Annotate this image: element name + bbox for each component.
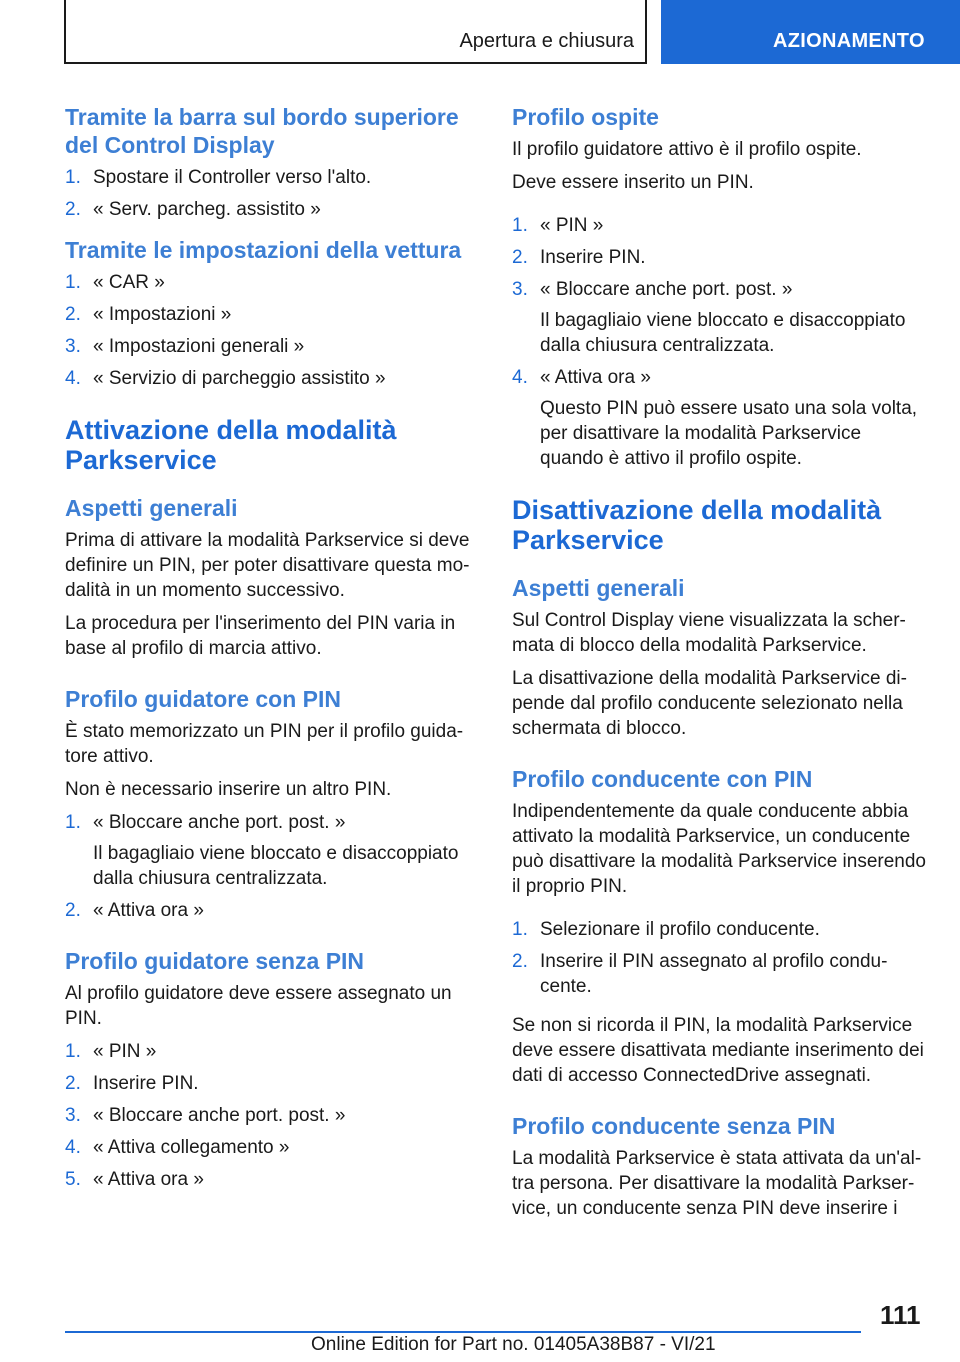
page-number: 111 bbox=[880, 1300, 921, 1330]
heading-driver-with-pin: Profilo guidatore con PIN bbox=[65, 686, 342, 712]
list-item: 3. « Impostazioni generali » bbox=[65, 336, 305, 357]
paragraph: Il profilo guidatore attivo è il profilo ospite. bbox=[512, 139, 862, 160]
list-item: 1. « CAR » bbox=[65, 272, 165, 293]
paragraph: La modalità Parkservice è stata attivata da un'al-tra persona. Per disattivare la modalità Parkser-vice, un conducente senza PIN deve inserire i bbox=[512, 1148, 922, 1219]
list-item: 2. Inserire PIN. bbox=[65, 1073, 199, 1094]
heading-general: Aspetti generali bbox=[512, 575, 685, 601]
steps-driver-with-pin bbox=[65, 810, 481, 923]
heading-conductor-without-pin: Profilo conducente senza PIN bbox=[512, 1113, 836, 1139]
steps-guest-profile bbox=[512, 213, 928, 471]
paragraph: Prima di attivare la modalità Parkservice si deve definire un PIN, per poter disattivare questa mo-dalità in un momento successivo. bbox=[65, 530, 470, 601]
heading-guest-profile: Profilo ospite bbox=[512, 104, 659, 130]
list-item: 4. « Attiva ora » Questo PIN può essere usato una sola volta, per disattivare la modalità Parkservice quando è attivo il profilo ospite. bbox=[512, 367, 918, 469]
list-item: 2. « Attiva ora » bbox=[65, 900, 204, 921]
heading-conductor-with-pin: Profilo conducente con PIN bbox=[512, 766, 813, 792]
paragraph: La procedura per l'inserimento del PIN varia in base al profilo di marcia attivo. bbox=[65, 613, 456, 659]
list-item: 1. « PIN » bbox=[512, 215, 604, 236]
steps-top-bar bbox=[65, 165, 481, 222]
paragraph: Se non si ricorda il PIN, la modalità Parkservice deve essere disattivata mediante inserimento dei dati di accesso ConnectedDrive assegnati. bbox=[512, 1015, 924, 1086]
list-item: 4. « Servizio di parcheggio assistito » bbox=[65, 368, 386, 389]
footer-divider bbox=[65, 1331, 861, 1333]
list-item: 2. « Serv. parcheg. assistito » bbox=[65, 199, 321, 220]
list-item: 2. Inserire PIN. bbox=[512, 247, 646, 268]
heading-general: Aspetti generali bbox=[65, 495, 238, 521]
paragraph: Non è necessario inserire un altro PIN. bbox=[65, 779, 392, 800]
paragraph: Deve essere inserito un PIN. bbox=[512, 172, 754, 193]
paragraph: È stato memorizzato un PIN per il profilo guida-tore attivo. bbox=[65, 721, 464, 767]
list-item: 2. Inserire il PIN assegnato al profilo condu-cente. bbox=[512, 951, 888, 997]
section-title: Apertura e chiusura bbox=[459, 30, 634, 52]
heading-driver-without-pin: Profilo guidatore senza PIN bbox=[65, 948, 365, 974]
paragraph: La disattivazione della modalità Parkservice di-pende dal profilo conducente selezionato nella schermata di blocco. bbox=[512, 668, 907, 739]
steps-driver-without-pin bbox=[65, 1039, 481, 1192]
list-item: 2. « Impostazioni » bbox=[65, 304, 232, 325]
paragraph: Indipendentemente da quale conducente abbia attivato la modalità Parkservice, un conducente può disattivare la modalità Parkservice inserendo il proprio PIN. bbox=[512, 801, 926, 897]
steps-vehicle-settings bbox=[65, 270, 481, 391]
heading-deactivation: Disattivazione della modalità Parkservice bbox=[512, 495, 882, 555]
right-column bbox=[512, 103, 928, 1229]
list-item: 3. « Bloccare anche port. post. » Il bagagliaio viene bloccato e disaccoppiato dalla chiusura centralizzata. bbox=[512, 279, 906, 356]
left-column bbox=[65, 103, 481, 1206]
list-item: 5. « Attiva ora » bbox=[65, 1169, 204, 1190]
paragraph: Al profilo guidatore deve essere assegnato un PIN. bbox=[65, 983, 452, 1029]
list-item: 1. « PIN » bbox=[65, 1041, 157, 1062]
list-item: 1. Selezionare il profilo conducente. bbox=[512, 919, 820, 940]
heading-top-bar: Tramite la barra sul bordo superiore del Control Display bbox=[65, 104, 459, 158]
list-item: 1. « Bloccare anche port. post. » Il bagagliaio viene bloccato e disaccoppiato dalla chiusura centralizzata. bbox=[65, 812, 459, 889]
chapter-tab-label: AZIONAMENTO bbox=[773, 30, 925, 52]
list-item: 4. « Attiva collegamento » bbox=[65, 1137, 290, 1158]
footer-edition: Online Edition for Part no. 01405A38B87 - VI/21 bbox=[311, 1334, 716, 1355]
list-item: 3. « Bloccare anche port. post. » bbox=[65, 1105, 346, 1126]
steps-conductor-with-pin bbox=[512, 917, 928, 999]
chapter-tab[interactable] bbox=[661, 0, 960, 64]
paragraph: Sul Control Display viene visualizzata la scher-mata di blocco della modalità Parkservice. bbox=[512, 610, 906, 656]
list-item: 1. Spostare il Controller verso l'alto. bbox=[65, 167, 372, 188]
heading-activation: Attivazione della modalità Parkservice bbox=[65, 415, 397, 475]
heading-vehicle-settings: Tramite le impostazioni della vettura bbox=[65, 237, 462, 263]
